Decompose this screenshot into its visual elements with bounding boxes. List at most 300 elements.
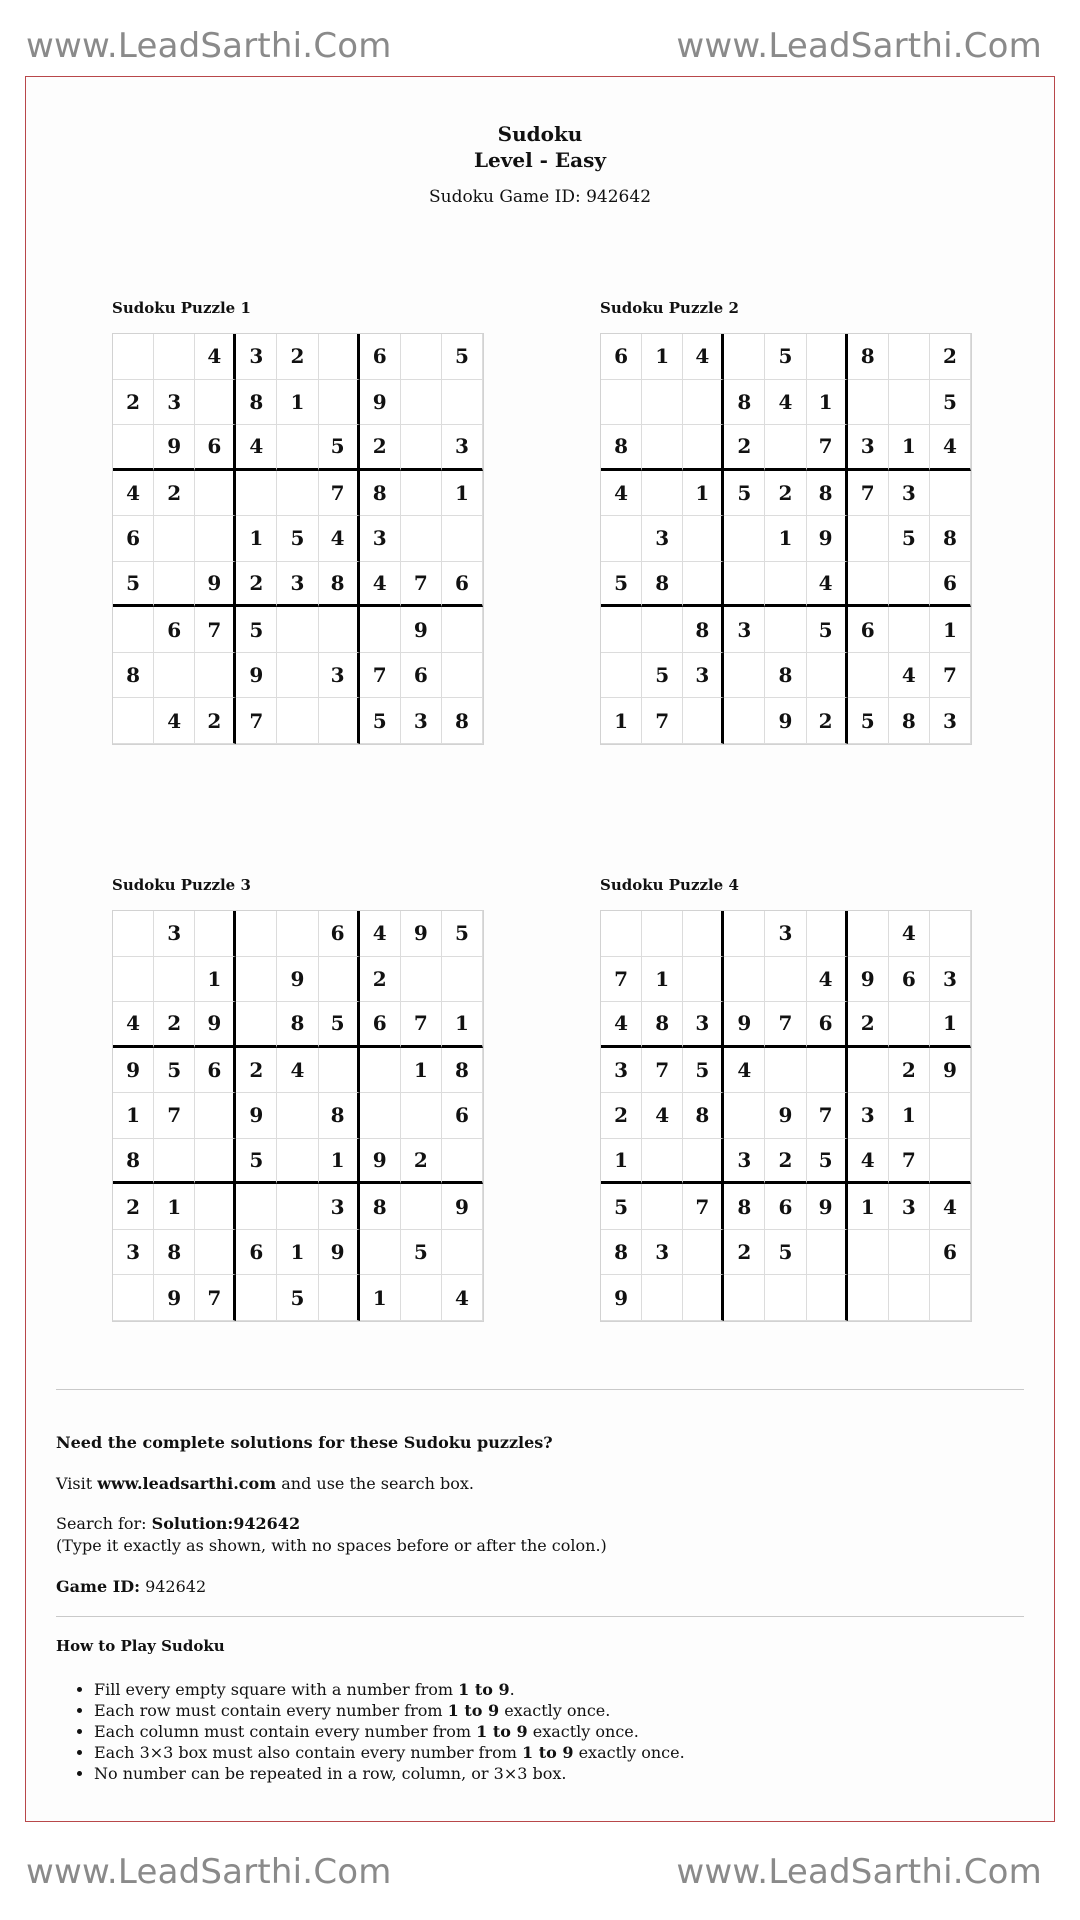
sudoku-cell[interactable] <box>683 425 724 471</box>
sudoku-cell[interactable]: 2 <box>113 380 154 426</box>
sudoku-cell[interactable] <box>195 471 236 517</box>
sudoku-cell[interactable]: 5 <box>277 1275 318 1321</box>
sudoku-cell[interactable]: 9 <box>154 425 195 471</box>
sudoku-cell[interactable] <box>683 380 724 426</box>
sudoku-cell[interactable]: 8 <box>360 471 401 517</box>
sudoku-cell[interactable] <box>724 1275 765 1321</box>
sudoku-cell[interactable]: 5 <box>319 425 360 471</box>
sudoku-cell[interactable]: 4 <box>889 653 930 699</box>
sudoku-cell[interactable] <box>642 1139 683 1185</box>
sudoku-cell[interactable]: 1 <box>319 1139 360 1185</box>
sudoku-cell[interactable]: 6 <box>401 653 442 699</box>
sudoku-cell[interactable]: 8 <box>236 380 277 426</box>
sudoku-cell[interactable]: 9 <box>401 607 442 653</box>
sudoku-cell[interactable] <box>319 607 360 653</box>
sudoku-cell[interactable]: 7 <box>930 653 971 699</box>
sudoku-cell[interactable] <box>360 1230 401 1276</box>
sudoku-cell[interactable]: 7 <box>683 1184 724 1230</box>
sudoku-cell[interactable]: 3 <box>889 471 930 517</box>
sudoku-cell[interactable] <box>236 1275 277 1321</box>
sudoku-cell[interactable]: 1 <box>765 516 806 562</box>
sudoku-cell[interactable]: 5 <box>277 516 318 562</box>
sudoku-cell[interactable] <box>601 911 642 957</box>
sudoku-cell[interactable]: 5 <box>930 380 971 426</box>
sudoku-cell[interactable] <box>724 957 765 1003</box>
sudoku-cell[interactable] <box>848 1048 889 1094</box>
sudoku-cell[interactable] <box>236 1184 277 1230</box>
sudoku-cell[interactable] <box>319 1048 360 1094</box>
sudoku-cell[interactable] <box>154 1139 195 1185</box>
sudoku-cell[interactable]: 9 <box>442 1184 483 1230</box>
sudoku-cell[interactable] <box>442 607 483 653</box>
sudoku-cell[interactable] <box>889 1275 930 1321</box>
sudoku-cell[interactable] <box>683 1139 724 1185</box>
sudoku-cell[interactable] <box>683 516 724 562</box>
sudoku-cell[interactable] <box>319 1275 360 1321</box>
sudoku-cell[interactable]: 4 <box>642 1093 683 1139</box>
sudoku-cell[interactable]: 5 <box>807 607 848 653</box>
sudoku-cell[interactable]: 6 <box>113 516 154 562</box>
sudoku-cell[interactable] <box>195 1230 236 1276</box>
sudoku-cell[interactable]: 5 <box>807 1139 848 1185</box>
sudoku-cell[interactable]: 9 <box>807 516 848 562</box>
sudoku-cell[interactable]: 2 <box>601 1093 642 1139</box>
sudoku-cell[interactable] <box>642 425 683 471</box>
sudoku-cell[interactable]: 2 <box>889 1048 930 1094</box>
sudoku-cell[interactable]: 8 <box>601 425 642 471</box>
sudoku-cell[interactable]: 9 <box>765 1093 806 1139</box>
sudoku-cell[interactable] <box>765 425 806 471</box>
sudoku-cell[interactable]: 5 <box>848 698 889 744</box>
sudoku-cell[interactable]: 3 <box>154 380 195 426</box>
sudoku-cell[interactable]: 6 <box>360 1002 401 1048</box>
sudoku-cell[interactable]: 1 <box>930 1002 971 1048</box>
sudoku-cell[interactable]: 4 <box>113 1002 154 1048</box>
sudoku-cell[interactable]: 3 <box>319 1184 360 1230</box>
sudoku-cell[interactable] <box>683 957 724 1003</box>
sudoku-cell[interactable]: 7 <box>195 1275 236 1321</box>
sudoku-cell[interactable]: 2 <box>277 334 318 380</box>
sudoku-cell[interactable]: 2 <box>236 1048 277 1094</box>
sudoku-cell[interactable]: 1 <box>601 698 642 744</box>
sudoku-cell[interactable]: 7 <box>319 471 360 517</box>
sudoku-cell[interactable]: 4 <box>154 698 195 744</box>
sudoku-cell[interactable]: 7 <box>889 1139 930 1185</box>
sudoku-cell[interactable] <box>360 607 401 653</box>
sudoku-cell[interactable] <box>807 334 848 380</box>
sudoku-cell[interactable] <box>930 1275 971 1321</box>
sudoku-cell[interactable] <box>277 471 318 517</box>
sudoku-cell[interactable]: 3 <box>724 1139 765 1185</box>
sudoku-cell[interactable]: 9 <box>236 1093 277 1139</box>
sudoku-cell[interactable] <box>277 1184 318 1230</box>
sudoku-cell[interactable] <box>154 562 195 608</box>
sudoku-cell[interactable]: 8 <box>601 1230 642 1276</box>
sudoku-cell[interactable]: 8 <box>930 516 971 562</box>
sudoku-cell[interactable] <box>442 380 483 426</box>
sudoku-cell[interactable]: 3 <box>930 698 971 744</box>
sudoku-cell[interactable] <box>683 1230 724 1276</box>
sudoku-cell[interactable]: 3 <box>319 653 360 699</box>
sudoku-cell[interactable]: 6 <box>195 1048 236 1094</box>
sudoku-cell[interactable]: 4 <box>195 334 236 380</box>
sudoku-cell[interactable]: 1 <box>195 957 236 1003</box>
sudoku-cell[interactable]: 1 <box>642 334 683 380</box>
sudoku-cell[interactable]: 9 <box>195 1002 236 1048</box>
sudoku-cell[interactable]: 5 <box>765 334 806 380</box>
sudoku-cell[interactable] <box>642 380 683 426</box>
sudoku-cell[interactable]: 3 <box>683 653 724 699</box>
sudoku-cell[interactable]: 7 <box>642 698 683 744</box>
sudoku-cell[interactable] <box>930 471 971 517</box>
sudoku-cell[interactable]: 8 <box>724 1184 765 1230</box>
sudoku-cell[interactable]: 6 <box>319 911 360 957</box>
sudoku-cell[interactable]: 8 <box>683 1093 724 1139</box>
sudoku-cell[interactable] <box>319 957 360 1003</box>
sudoku-cell[interactable]: 4 <box>319 516 360 562</box>
sudoku-cell[interactable] <box>642 1275 683 1321</box>
sudoku-cell[interactable] <box>277 607 318 653</box>
sudoku-cell[interactable] <box>601 653 642 699</box>
sudoku-cell[interactable]: 3 <box>930 957 971 1003</box>
sudoku-cell[interactable]: 4 <box>930 1184 971 1230</box>
sudoku-cell[interactable] <box>807 911 848 957</box>
sudoku-cell[interactable]: 9 <box>277 957 318 1003</box>
sudoku-cell[interactable]: 1 <box>889 425 930 471</box>
sudoku-cell[interactable] <box>765 1048 806 1094</box>
sudoku-cell[interactable]: 4 <box>601 471 642 517</box>
sudoku-cell[interactable]: 2 <box>154 471 195 517</box>
sudoku-cell[interactable]: 9 <box>930 1048 971 1094</box>
sudoku-cell[interactable]: 7 <box>195 607 236 653</box>
sudoku-cell[interactable]: 6 <box>930 1230 971 1276</box>
sudoku-cell[interactable] <box>195 1093 236 1139</box>
sudoku-cell[interactable]: 6 <box>848 607 889 653</box>
sudoku-cell[interactable] <box>113 698 154 744</box>
sudoku-cell[interactable]: 3 <box>848 1093 889 1139</box>
sudoku-cell[interactable]: 3 <box>401 698 442 744</box>
sudoku-cell[interactable] <box>195 516 236 562</box>
sudoku-cell[interactable]: 9 <box>236 653 277 699</box>
sudoku-cell[interactable]: 4 <box>277 1048 318 1094</box>
sudoku-cell[interactable]: 4 <box>724 1048 765 1094</box>
sudoku-cell[interactable]: 6 <box>154 607 195 653</box>
sudoku-cell[interactable] <box>236 957 277 1003</box>
sudoku-cell[interactable]: 1 <box>848 1184 889 1230</box>
sudoku-cell[interactable]: 2 <box>930 334 971 380</box>
sudoku-cell[interactable]: 7 <box>401 1002 442 1048</box>
sudoku-cell[interactable]: 7 <box>360 653 401 699</box>
sudoku-cell[interactable]: 5 <box>236 607 277 653</box>
sudoku-cell[interactable]: 5 <box>642 653 683 699</box>
sudoku-cell[interactable]: 3 <box>601 1048 642 1094</box>
sudoku-cell[interactable]: 1 <box>360 1275 401 1321</box>
sudoku-cell[interactable]: 8 <box>442 1048 483 1094</box>
sudoku-cell[interactable]: 5 <box>360 698 401 744</box>
sudoku-cell[interactable] <box>195 653 236 699</box>
sudoku-cell[interactable]: 5 <box>889 516 930 562</box>
sudoku-cell[interactable]: 1 <box>807 380 848 426</box>
sudoku-cell[interactable]: 2 <box>765 1139 806 1185</box>
sudoku-cell[interactable] <box>401 334 442 380</box>
sudoku-cell[interactable]: 9 <box>807 1184 848 1230</box>
sudoku-cell[interactable]: 7 <box>807 425 848 471</box>
sudoku-cell[interactable] <box>154 653 195 699</box>
sudoku-cell[interactable]: 8 <box>642 1002 683 1048</box>
sudoku-cell[interactable]: 1 <box>601 1139 642 1185</box>
sudoku-cell[interactable] <box>848 1230 889 1276</box>
sudoku-cell[interactable]: 7 <box>642 1048 683 1094</box>
sudoku-cell[interactable] <box>195 911 236 957</box>
sudoku-cell[interactable]: 8 <box>113 653 154 699</box>
sudoku-cell[interactable] <box>113 911 154 957</box>
sudoku-cell[interactable]: 4 <box>442 1275 483 1321</box>
sudoku-cell[interactable]: 6 <box>930 562 971 608</box>
sudoku-cell[interactable]: 2 <box>113 1184 154 1230</box>
sudoku-cell[interactable] <box>360 1048 401 1094</box>
sudoku-cell[interactable] <box>277 698 318 744</box>
sudoku-cell[interactable] <box>889 380 930 426</box>
sudoku-cell[interactable] <box>889 334 930 380</box>
sudoku-cell[interactable] <box>848 562 889 608</box>
sudoku-cell[interactable] <box>195 380 236 426</box>
sudoku-cell[interactable]: 6 <box>601 334 642 380</box>
sudoku-cell[interactable]: 1 <box>401 1048 442 1094</box>
sudoku-cell[interactable]: 8 <box>807 471 848 517</box>
sudoku-cell[interactable]: 2 <box>848 1002 889 1048</box>
sudoku-cell[interactable] <box>113 334 154 380</box>
sudoku-cell[interactable] <box>154 957 195 1003</box>
sudoku-cell[interactable] <box>401 957 442 1003</box>
sudoku-cell[interactable] <box>442 1230 483 1276</box>
sudoku-cell[interactable] <box>642 607 683 653</box>
sudoku-cell[interactable] <box>807 1048 848 1094</box>
sudoku-cell[interactable]: 8 <box>683 607 724 653</box>
sudoku-cell[interactable]: 9 <box>765 698 806 744</box>
sudoku-cell[interactable]: 9 <box>848 957 889 1003</box>
sudoku-cell[interactable] <box>442 1139 483 1185</box>
sudoku-cell[interactable]: 9 <box>401 911 442 957</box>
sudoku-cell[interactable] <box>236 1002 277 1048</box>
sudoku-cell[interactable]: 3 <box>113 1230 154 1276</box>
sudoku-cell[interactable]: 6 <box>360 334 401 380</box>
sudoku-cell[interactable] <box>401 1093 442 1139</box>
sudoku-cell[interactable]: 8 <box>889 698 930 744</box>
sudoku-cell[interactable]: 1 <box>277 380 318 426</box>
sudoku-cell[interactable] <box>724 653 765 699</box>
sudoku-cell[interactable]: 3 <box>848 425 889 471</box>
sudoku-cell[interactable] <box>319 380 360 426</box>
sudoku-cell[interactable] <box>401 516 442 562</box>
sudoku-cell[interactable]: 6 <box>195 425 236 471</box>
sudoku-cell[interactable]: 8 <box>442 698 483 744</box>
sudoku-cell[interactable]: 9 <box>319 1230 360 1276</box>
sudoku-cell[interactable]: 1 <box>277 1230 318 1276</box>
sudoku-cell[interactable] <box>683 1275 724 1321</box>
sudoku-cell[interactable]: 1 <box>113 1093 154 1139</box>
sudoku-cell[interactable]: 5 <box>154 1048 195 1094</box>
sudoku-cell[interactable]: 8 <box>360 1184 401 1230</box>
sudoku-cell[interactable]: 9 <box>195 562 236 608</box>
sudoku-cell[interactable]: 9 <box>360 1139 401 1185</box>
sudoku-cell[interactable] <box>360 1093 401 1139</box>
sudoku-cell[interactable] <box>724 516 765 562</box>
sudoku-cell[interactable]: 8 <box>277 1002 318 1048</box>
sudoku-cell[interactable] <box>724 562 765 608</box>
sudoku-cell[interactable]: 1 <box>889 1093 930 1139</box>
sudoku-cell[interactable] <box>113 607 154 653</box>
sudoku-cell[interactable]: 1 <box>236 516 277 562</box>
sudoku-cell[interactable]: 7 <box>601 957 642 1003</box>
sudoku-cell[interactable] <box>765 562 806 608</box>
sudoku-cell[interactable]: 5 <box>601 1184 642 1230</box>
sudoku-cell[interactable] <box>401 380 442 426</box>
sudoku-cell[interactable]: 7 <box>848 471 889 517</box>
site-link[interactable]: www.leadsarthi.com <box>97 1474 277 1493</box>
sudoku-cell[interactable]: 4 <box>765 380 806 426</box>
sudoku-cell[interactable] <box>807 653 848 699</box>
sudoku-cell[interactable] <box>277 911 318 957</box>
sudoku-cell[interactable] <box>848 911 889 957</box>
sudoku-cell[interactable] <box>848 380 889 426</box>
sudoku-cell[interactable]: 9 <box>154 1275 195 1321</box>
sudoku-cell[interactable] <box>113 425 154 471</box>
sudoku-cell[interactable]: 3 <box>360 516 401 562</box>
sudoku-cell[interactable]: 5 <box>113 562 154 608</box>
sudoku-cell[interactable]: 4 <box>889 911 930 957</box>
sudoku-cell[interactable] <box>154 334 195 380</box>
sudoku-cell[interactable]: 9 <box>724 1002 765 1048</box>
sudoku-cell[interactable]: 3 <box>889 1184 930 1230</box>
sudoku-cell[interactable] <box>889 1002 930 1048</box>
sudoku-cell[interactable]: 2 <box>360 425 401 471</box>
sudoku-cell[interactable] <box>401 1184 442 1230</box>
sudoku-cell[interactable] <box>930 1093 971 1139</box>
sudoku-cell[interactable]: 6 <box>236 1230 277 1276</box>
sudoku-cell[interactable]: 8 <box>848 334 889 380</box>
sudoku-cell[interactable] <box>642 911 683 957</box>
sudoku-cell[interactable]: 6 <box>765 1184 806 1230</box>
sudoku-cell[interactable]: 3 <box>642 516 683 562</box>
sudoku-cell[interactable] <box>236 471 277 517</box>
sudoku-cell[interactable]: 4 <box>360 562 401 608</box>
sudoku-cell[interactable]: 1 <box>442 471 483 517</box>
sudoku-cell[interactable]: 3 <box>765 911 806 957</box>
sudoku-cell[interactable]: 5 <box>442 911 483 957</box>
sudoku-cell[interactable]: 4 <box>601 1002 642 1048</box>
sudoku-cell[interactable]: 2 <box>236 562 277 608</box>
sudoku-cell[interactable] <box>889 562 930 608</box>
sudoku-cell[interactable]: 5 <box>724 471 765 517</box>
sudoku-cell[interactable]: 5 <box>442 334 483 380</box>
sudoku-cell[interactable]: 4 <box>683 334 724 380</box>
sudoku-cell[interactable] <box>930 1139 971 1185</box>
sudoku-cell[interactable] <box>642 471 683 517</box>
sudoku-cell[interactable]: 6 <box>807 1002 848 1048</box>
sudoku-cell[interactable] <box>889 1230 930 1276</box>
sudoku-cell[interactable] <box>930 911 971 957</box>
sudoku-cell[interactable]: 5 <box>683 1048 724 1094</box>
sudoku-cell[interactable] <box>765 607 806 653</box>
sudoku-cell[interactable] <box>401 425 442 471</box>
sudoku-cell[interactable]: 1 <box>683 471 724 517</box>
sudoku-cell[interactable] <box>319 334 360 380</box>
sudoku-cell[interactable] <box>848 653 889 699</box>
sudoku-cell[interactable]: 8 <box>765 653 806 699</box>
sudoku-cell[interactable]: 2 <box>195 698 236 744</box>
sudoku-cell[interactable]: 4 <box>807 562 848 608</box>
sudoku-cell[interactable]: 3 <box>442 425 483 471</box>
sudoku-cell[interactable] <box>277 1139 318 1185</box>
sudoku-cell[interactable]: 6 <box>442 562 483 608</box>
sudoku-cell[interactable]: 5 <box>601 562 642 608</box>
sudoku-cell[interactable] <box>442 516 483 562</box>
sudoku-cell[interactable]: 4 <box>848 1139 889 1185</box>
sudoku-cell[interactable]: 8 <box>154 1230 195 1276</box>
sudoku-cell[interactable]: 2 <box>724 425 765 471</box>
sudoku-cell[interactable] <box>401 471 442 517</box>
sudoku-cell[interactable]: 1 <box>154 1184 195 1230</box>
sudoku-cell[interactable]: 4 <box>113 471 154 517</box>
sudoku-cell[interactable]: 2 <box>360 957 401 1003</box>
sudoku-cell[interactable]: 4 <box>930 425 971 471</box>
sudoku-cell[interactable] <box>236 911 277 957</box>
sudoku-cell[interactable] <box>724 911 765 957</box>
sudoku-cell[interactable] <box>442 957 483 1003</box>
sudoku-cell[interactable]: 4 <box>236 425 277 471</box>
sudoku-cell[interactable] <box>154 516 195 562</box>
sudoku-cell[interactable] <box>683 911 724 957</box>
sudoku-cell[interactable]: 3 <box>683 1002 724 1048</box>
sudoku-cell[interactable] <box>277 1093 318 1139</box>
sudoku-cell[interactable] <box>724 334 765 380</box>
sudoku-cell[interactable]: 9 <box>113 1048 154 1094</box>
sudoku-cell[interactable] <box>848 1275 889 1321</box>
sudoku-cell[interactable]: 6 <box>889 957 930 1003</box>
sudoku-cell[interactable]: 3 <box>277 562 318 608</box>
sudoku-cell[interactable]: 1 <box>642 957 683 1003</box>
sudoku-cell[interactable]: 5 <box>236 1139 277 1185</box>
sudoku-cell[interactable]: 4 <box>360 911 401 957</box>
sudoku-cell[interactable] <box>848 516 889 562</box>
sudoku-cell[interactable] <box>807 1230 848 1276</box>
sudoku-cell[interactable]: 2 <box>154 1002 195 1048</box>
sudoku-cell[interactable] <box>195 1139 236 1185</box>
sudoku-cell[interactable] <box>113 1275 154 1321</box>
sudoku-cell[interactable]: 8 <box>724 380 765 426</box>
sudoku-cell[interactable]: 2 <box>765 471 806 517</box>
sudoku-cell[interactable]: 5 <box>401 1230 442 1276</box>
sudoku-cell[interactable]: 3 <box>236 334 277 380</box>
sudoku-cell[interactable]: 2 <box>807 698 848 744</box>
sudoku-cell[interactable]: 2 <box>401 1139 442 1185</box>
sudoku-cell[interactable]: 8 <box>319 562 360 608</box>
sudoku-cell[interactable] <box>683 562 724 608</box>
sudoku-cell[interactable] <box>319 698 360 744</box>
sudoku-cell[interactable]: 3 <box>154 911 195 957</box>
sudoku-cell[interactable] <box>113 957 154 1003</box>
sudoku-cell[interactable]: 7 <box>154 1093 195 1139</box>
sudoku-cell[interactable] <box>765 1275 806 1321</box>
sudoku-cell[interactable]: 5 <box>765 1230 806 1276</box>
sudoku-cell[interactable] <box>683 698 724 744</box>
sudoku-cell[interactable] <box>807 1275 848 1321</box>
sudoku-cell[interactable] <box>724 698 765 744</box>
sudoku-cell[interactable] <box>642 1184 683 1230</box>
sudoku-cell[interactable]: 9 <box>360 380 401 426</box>
sudoku-cell[interactable]: 7 <box>236 698 277 744</box>
sudoku-cell[interactable] <box>277 653 318 699</box>
